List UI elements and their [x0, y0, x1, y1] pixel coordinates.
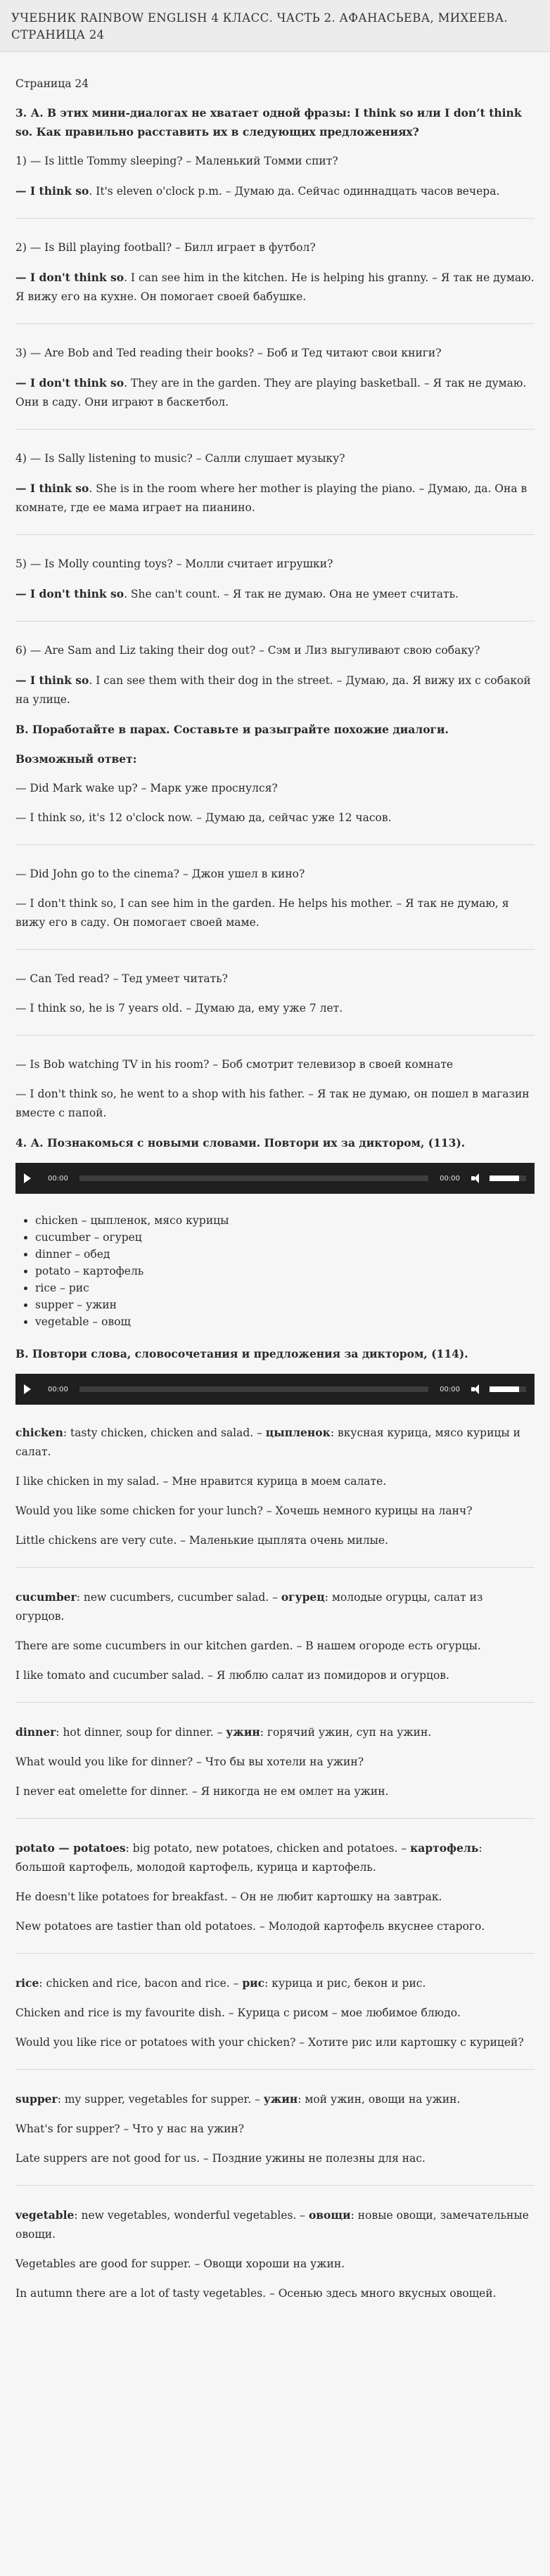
list-item: • cucumber – огурец	[35, 1229, 535, 1246]
sample-dialog-4	[15, 1055, 535, 1123]
example-sentence: What would you like for dinner? – Что бы вы хотели на ужин?	[15, 1756, 364, 1768]
answer-text: . They are in the garden. They are playing basketball. – Я так не думаю. Они в саду. Они играют в баскетбол.	[15, 377, 527, 408]
volume-icon[interactable]	[471, 1384, 484, 1395]
list-item: • vegetable – овощ	[35, 1313, 535, 1330]
example-sentence: New potatoes are tastier than old potatoes. – Молодой картофель вкуснее старого.	[15, 1920, 485, 1933]
word-group-chicken	[15, 1423, 535, 1550]
list-item: • dinner – обед	[35, 1246, 535, 1263]
dialog-answer	[15, 671, 535, 709]
audio-player-114	[15, 1374, 535, 1405]
example-sentence: Vegetables are good for supper. – Овощи хороши на ужин.	[15, 2258, 345, 2270]
audio-progress-bar[interactable]	[79, 1386, 428, 1392]
answer-text: . It's eleven o'clock p.m. – Думаю да. Сейчас одиннадцать часов вечера.	[89, 185, 500, 198]
list-item: • rice – рис	[35, 1280, 535, 1296]
example-sentence: Would you like rice or potatoes with your chicken? – Хотите рис или картошку с курицей?	[15, 2036, 524, 2049]
dialog-question: 5) — Is Molly counting toys? – Молли считает игрушки?	[15, 558, 333, 570]
word-en: supper	[15, 2092, 58, 2106]
answer-text: . I can see them with their dog in the street. – Думаю, да. Я вижу их с собакой на улице.	[15, 674, 531, 706]
duration-time: 00:00	[440, 1385, 460, 1393]
dialog-4	[15, 449, 535, 517]
word-ru: огурец	[281, 1590, 325, 1604]
task4a-heading: 4. А. Познакомься с новыми словами. Повтори их за диктором, (113).	[15, 1136, 466, 1149]
divider	[15, 1818, 535, 1819]
dialog-6	[15, 641, 535, 709]
dialog-answer	[15, 584, 535, 604]
divider	[15, 1953, 535, 1954]
volume-fill	[490, 1176, 519, 1181]
word-en: rice	[15, 1976, 39, 1990]
divider	[15, 1567, 535, 1568]
dialog-answer: — I don't think so, he went to a shop with his father. – Я так не думаю, он пошел в магазин вместе с папой.	[15, 1088, 530, 1119]
volume-slider[interactable]	[490, 1176, 526, 1181]
task4b-heading: В. Повтори слова, словосочетания и предложения за диктором, (114).	[15, 1347, 468, 1360]
duration-time: 00:00	[440, 1174, 460, 1183]
volume-icon[interactable]	[471, 1173, 484, 1184]
divider	[15, 844, 535, 845]
audio-player-113	[15, 1163, 535, 1194]
possible-answer-label: Возможный ответ:	[15, 752, 137, 766]
divider	[15, 621, 535, 622]
example-sentence: Would you like some chicken for your lunch? – Хочешь немного курицы на ланч?	[15, 1505, 473, 1517]
example-sentence: In autumn there are a lot of tasty vegetables. – Осенью здесь много вкусных овощей.	[15, 2287, 497, 2300]
word-group-potato	[15, 1838, 535, 1936]
word-definition	[15, 1722, 535, 1742]
word-ru: картофель	[410, 1841, 479, 1855]
answer-phrase: — I don't think so	[15, 271, 124, 284]
divider	[15, 2185, 535, 2186]
dialog-answer	[15, 479, 535, 517]
example-sentence: I like tomato and cucumber salad. – Я люблю салат из помидоров и огурцов.	[15, 1669, 449, 1682]
dialog-answer	[15, 373, 535, 412]
divider	[15, 534, 535, 535]
example-sentence: He doesn't like potatoes for breakfast. – Он не любит картошку на завтрак.	[15, 1891, 442, 1903]
volume-slider[interactable]	[490, 1386, 526, 1392]
article-content	[0, 52, 550, 2303]
answer-text: . I can see him in the kitchen. He is helping his granny. – Я так не думаю. Я вижу его на кухне. Он помогает своей бабушке.	[15, 271, 535, 303]
example-sentence: There are some cucumbers in our kitchen garden. – В нашем огороде есть огурцы.	[15, 1640, 481, 1652]
task3a-heading: 3. А. В этих мини-диалогах не хватает одной фразы: I think so или I don’t think so. Как правильно расставить их в следующих предложениях?	[15, 106, 522, 139]
word-en: dinner	[15, 1725, 56, 1739]
page-title: УЧЕБНИК RAINBOW ENGLISH 4 КЛАСС. ЧАСТЬ 2. АФАНАСЬЕВА, МИХЕЕВА. СТРАНИЦА 24	[11, 11, 508, 41]
current-time: 00:00	[48, 1385, 68, 1393]
dialog-answer	[15, 181, 535, 201]
dialog-question: 4) — Is Sally listening to music? – Салли слушает музыку?	[15, 452, 345, 465]
divider	[15, 323, 535, 324]
dialog-question: 1) — Is little Tommy sleeping? – Маленький Томми спит?	[15, 155, 338, 167]
dialog-question: — Can Ted read? – Тед умеет читать?	[15, 972, 228, 985]
divider	[15, 218, 535, 219]
dialog-1	[15, 152, 535, 201]
page-number-label: Страница 24	[15, 77, 89, 90]
word-definition	[15, 2089, 535, 2109]
answer-phrase: — I think so	[15, 482, 89, 495]
example-sentence: Little chickens are very cute. – Маленькие цыплята очень милые.	[15, 1534, 389, 1547]
definition-en: : hot dinner, soup for dinner. –	[56, 1726, 226, 1739]
word-definition	[15, 2205, 535, 2244]
definition-en: : tasty chicken, chicken and salad. –	[63, 1427, 266, 1439]
dialog-2	[15, 238, 535, 307]
volume-fill	[490, 1386, 519, 1392]
answer-phrase: — I don't think so	[15, 376, 124, 389]
divider	[15, 949, 535, 950]
word-en: potato — potatoes	[15, 1841, 126, 1855]
list-item: • supper – ужин	[35, 1296, 535, 1313]
definition-en: : my supper, vegetables for supper. –	[57, 2093, 264, 2106]
definition-en: : chicken and rice, bacon and rice. –	[39, 1977, 243, 1990]
dialog-question: — Did John go to the cinema? – Джон ушел в кино?	[15, 868, 305, 880]
audio-progress-bar[interactable]	[79, 1176, 428, 1181]
word-ru: ужин	[226, 1725, 260, 1739]
dialog-answer: — I think so, it's 12 o'clock now. – Думаю да, сейчас уже 12 часов.	[15, 811, 392, 824]
definition-ru: : молодые огурцы, салат из огурцов.	[15, 1591, 483, 1623]
word-group-vegetable	[15, 2205, 535, 2303]
current-time: 00:00	[48, 1174, 68, 1183]
sample-dialog-1	[15, 779, 535, 827]
dialog-5	[15, 555, 535, 604]
word-group-supper	[15, 2089, 535, 2168]
dialog-question: 2) — Is Bill playing football? – Билл играет в футбол?	[15, 241, 316, 254]
example-sentence: Chicken and rice is my favourite dish. – Курица с рисом – мое любимое блюдо.	[15, 2007, 461, 2019]
play-icon[interactable]	[24, 1384, 31, 1394]
divider	[15, 1702, 535, 1703]
word-ru: ужин	[263, 2092, 298, 2106]
definition-ru: : горячий ужин, суп на ужин.	[260, 1726, 432, 1739]
definition-ru: : новые овощи, замечательные овощи.	[15, 2209, 529, 2241]
answer-text: . She can't count. – Я так не думаю. Она не умеет считать.	[124, 588, 459, 600]
word-definition	[15, 1588, 535, 1626]
example-sentence: What's for supper? – Что у нас на ужин?	[15, 2123, 245, 2135]
answer-phrase: — I don't think so	[15, 587, 124, 600]
definition-ru: : курица и рис, бекон и рис.	[264, 1977, 426, 1990]
task3b-heading: В. Поработайте в парах. Составьте и разыграйте похожие диалоги.	[15, 723, 449, 736]
dialog-question: 3) — Are Bob and Ted reading their books? – Боб и Тед читают свои книги?	[15, 347, 442, 359]
word-en: vegetable	[15, 2208, 75, 2222]
word-ru: овощи	[308, 2208, 351, 2222]
word-ru: цыпленок	[265, 1426, 331, 1439]
definition-en: : big potato, new potatoes, chicken and potatoes. –	[125, 1842, 411, 1855]
list-item: • chicken – цыпленок, мясо курицы	[35, 1212, 535, 1229]
dialog-answer: — I don't think so, I can see him in the garden. He helps his mother. – Я так не думаю, я вижу его в саду. Он помогает своей маме.	[15, 897, 509, 929]
answer-phrase: — I think so	[15, 184, 89, 198]
word-en: cucumber	[15, 1590, 77, 1604]
word-definition	[15, 1423, 535, 1462]
dialog-question: — Did Mark wake up? – Марк уже проснулся?	[15, 782, 278, 794]
play-icon[interactable]	[24, 1173, 31, 1183]
sample-dialog-3	[15, 970, 535, 1018]
dialog-3	[15, 344, 535, 412]
word-group-dinner	[15, 1722, 535, 1801]
definition-ru: : большой картофель, молодой картофель, курица и картофель.	[15, 1842, 482, 1874]
dialog-question: 6) — Are Sam and Liz taking their dog out? – Сэм и Лиз выгуливают свою собаку?	[15, 644, 480, 657]
dialog-answer	[15, 268, 535, 307]
definition-en: : new vegetables, wonderful vegetables. –	[74, 2209, 309, 2222]
page-header	[0, 0, 550, 52]
word-definition	[15, 1973, 535, 1993]
example-sentence: Late suppers are not good for us. – Поздние ужины не полезны для нас.	[15, 2152, 426, 2165]
word-definition	[15, 1838, 535, 1877]
answer-text: . She is in the room where her mother is playing the piano. – Думаю, да. Она в комнате, где ее мама играет на пианино.	[15, 482, 527, 514]
sample-dialog-2	[15, 865, 535, 932]
dialog-question: — Is Bob watching TV in his room? – Боб смотрит телевизор в своей комнате	[15, 1058, 454, 1071]
word-group-rice	[15, 1973, 535, 2052]
example-sentence: I never eat omelette for dinner. – Я никогда не ем омлет на ужин.	[15, 1785, 389, 1798]
example-sentence: I like chicken in my salad. – Мне нравится курица в моем салате.	[15, 1475, 387, 1488]
word-en: chicken	[15, 1426, 63, 1439]
definition-en: : new cucumbers, cucumber salad. –	[76, 1591, 281, 1604]
word-ru: рис	[242, 1976, 265, 1990]
list-item: • potato – картофель	[35, 1263, 535, 1280]
dialog-answer: — I think so, he is 7 years old. – Думаю да, ему уже 7 лет.	[15, 1002, 343, 1015]
answer-phrase: — I think so	[15, 674, 89, 687]
new-words-list	[15, 1212, 535, 1330]
definition-ru: : вкусная курица, мясо курицы и салат.	[15, 1427, 520, 1458]
divider	[15, 2069, 535, 2070]
definition-ru: : мой ужин, овощи на ужин.	[298, 2093, 461, 2106]
divider	[15, 429, 535, 430]
divider	[15, 1035, 535, 1036]
word-group-cucumber	[15, 1588, 535, 1685]
